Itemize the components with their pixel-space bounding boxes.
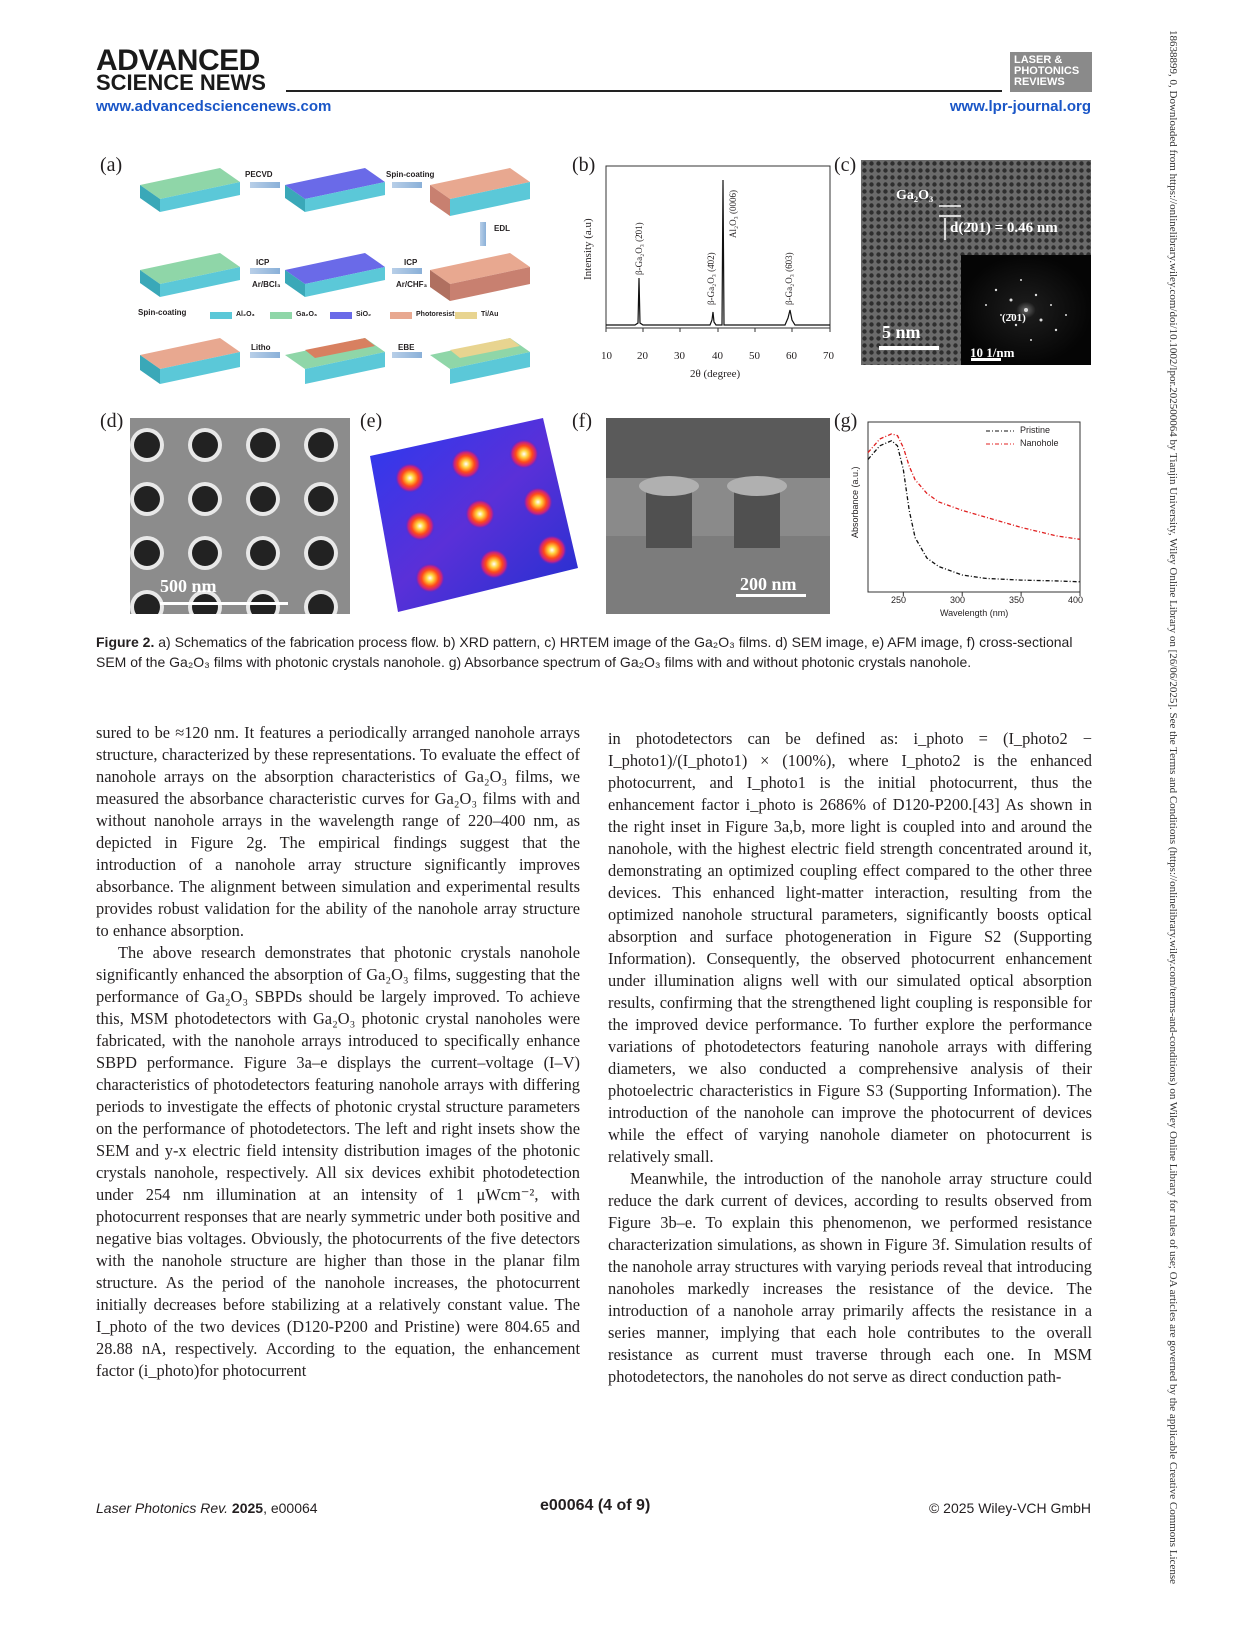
afm-image (368, 418, 588, 614)
xrd-xtick-60: 60 (786, 350, 797, 362)
figure-caption (96, 632, 1094, 672)
step-icp-1: ICP (256, 258, 270, 267)
xrd-peak-603: β-Ga₂O₃ (6̄03) (784, 252, 794, 305)
xrd-xtick-70: 70 (823, 350, 834, 362)
xrd-peak-201: β-Ga₂O₃ (2̄01) (634, 222, 644, 275)
caption-text: a) Schematics of the fabrication process flow. b) XRD pattern, c) HRTEM image of the Ga₂O₃ films. d) SEM image, e) AFM image, f) cross-sectional SEM of the Ga₂O₃ films with photonic crystals nanohole. g) Absorbance spectrum of Ga₂O₃ films with and without photonic crystals nanohole. (96, 634, 1073, 670)
body-left-para-1: sured to be ≈120 nm. It features a periodically arranged nanohole arrays structure, characterized by these representations. To evaluate the effect of nanohole arrays on the absorption characteristics of Ga₂O₃ films, we measured the absorbance characteristic curves for Ga₂O₃ films with and without nanohole arrays in the wavelength range of 220–400 nm, as depicted in Figure 2g. The empirical findings suggest that the introduction of a nanohole array structure significantly improves absorbance. The alignment between simulation and experimental results provides robust validation for the ability of the nanohole array structure to enhance absorption. (96, 723, 580, 940)
abs-xtick-300: 300 (950, 595, 966, 605)
stack-6 (140, 253, 240, 297)
cross-section-scale: 200 nm (740, 574, 797, 594)
step-edl: EDL (494, 224, 510, 233)
xrd-xtick-40: 40 (712, 350, 723, 362)
footer-page: e00064 (4 of 9) (540, 1497, 651, 1514)
panel-label-g: (g) (834, 410, 858, 432)
legend-tiau: Ti/Au (481, 311, 499, 318)
stack-9 (430, 338, 530, 384)
stack-2 (285, 168, 385, 212)
saed-scale: 10 1/nm (970, 345, 1015, 360)
abs-xtick-250: 250 (891, 595, 907, 605)
header-rule (286, 90, 1002, 92)
hrtem-scale: 5 nm (882, 322, 921, 342)
panel-label-b: (b) (572, 154, 596, 176)
xrd-ylabel: Intensity (a.u) (582, 218, 594, 280)
step-ar-bcl3: Ar/BCl₃ (252, 280, 281, 289)
xrd-xtick-30: 30 (674, 350, 685, 362)
panel-label-e: (e) (360, 410, 383, 432)
step-pecvd: PECVD (245, 170, 273, 179)
step-spin-coating-1: Spin-coating (386, 170, 435, 179)
abs-xlabel: Wavelength (nm) (940, 608, 1009, 618)
abs-xtick-400: 400 (1068, 595, 1084, 605)
fabrication-schematic (130, 160, 550, 385)
body-right-para-1: in photodetectors can be defined as: i_photo = (I_photo2 − I_photo1)/(I_photo1) × (100%), where I_photo2 is the enhanced photocurrent, and I_photo1 is the initial photocurrent, thus the enhancement factor i_photo is 2686% of D120-P200.[43] As shown in the right inset in Figure 3a,b, more light is coupled into and around the nanohole, with the highest electric field strength concentrated around it, demonstrating an optimized coupling effect compared to the other three devices. This enhanced light-matter interaction, resulting from the optimized nanohole structural parameters, significantly boosts optical absorption and surface photogeneration in Figure S2 (Supporting Information). Consequently, the observed photocurrent enhancement under illumination aligns well with our simulated optical absorption results, confirming that the strengthened light coupling is responsible for the improved device performance. To further explore the performance variations of photodetectors featuring nanohole arrays with differing diameters, we also conducted a comprehensive analysis of their photoelectric characteristics in Figure S3 (Supporting Information). The introduction of the nanohole can improve the photocurrent of devices while the effect of varying nanohole diameter on photocurrent is relatively small. (608, 729, 1092, 1166)
sidebar-download-notice (1163, 30, 1183, 1600)
panel-label-c: (c) (834, 154, 857, 176)
xrd-xtick-10: 10 (601, 350, 612, 362)
stack-3 (430, 168, 530, 216)
stack-7 (140, 338, 240, 384)
abs-ylabel: Absorbance (a.u.) (850, 466, 860, 538)
stack-4 (430, 253, 530, 301)
body-right-para-2: Meanwhile, the introduction of the nanohole array structure could reduce the dark current of devices, according to results observed from Figure 3b–e. To explain this phenomenon, we performed resistance characterization simulations, as shown in Figure 3f. Simulation results of the nanohole array structures with varying periods reveal that introducing nanoholes markedly increases the resistance of the device. The introduction of a nanohole array primarily affects the resistance in a series manner, implying that each hole contributes to the overall resistance as current must traverse through each one. In MSM photodetectors, the nanoholes do not serve as direct conduction path- (608, 1169, 1092, 1386)
footer-year: 2025 (231, 1500, 264, 1516)
legend-sio2: SiO₂ (356, 311, 372, 318)
step-litho: Litho (251, 343, 271, 352)
step-icp-2: ICP (404, 258, 418, 267)
body-left-column (96, 722, 580, 1382)
hrtem-spacing: d(2̄01) = 0.46 nm (950, 220, 1058, 236)
body-left-para-2: The above research demonstrates that photonic crystals nanohole significantly enhanced the absorption of Ga₂O₃ films, suggesting that the performance of Ga₂O₃ SBPDs should be largely improved. To achieve this, MSM photodetectors with Ga₂O₃ photonic crystal nanoholes were fabricated, with the nanohole arrays introduced to specifically enhance SBPD performance. Figure 3a–e displays the current–voltage (I–V) characteristics of photodetectors featuring nanohole arrays with differing periods to investigate the effects of photonic crystal structure parameters on the performance of photodetectors. The left and right insets show the SEM and y-x electric field intensity distribution images of the photonic crystals nanohole, respectively. All six devices exhibit photodetection under 254 nm illumination at an intensity of 1 μWcm⁻², with photocurrent responses that are nearly symmetric under both positive and negative bias voltages. Obviously, the photocurrents of the five detectors with the nanohole structure are higher than those in the planar film structure. As the period of the nanohole increases, the photocurrent initially decreases before stabilizing at a relatively constant value. The I_photo of the two devices (D120-P200 and Pristine) were 804.65 and 28.88 nA, respectively. According to the equation, the enhancement factor (i_photo)for photocurrent (96, 943, 580, 1380)
body-right-column (608, 728, 1092, 1388)
footer-journal: Laser Photonics Rev. (96, 1500, 229, 1516)
footer-citation (96, 1500, 318, 1516)
panel-label-f: (f) (572, 410, 592, 432)
stack-5 (285, 253, 385, 297)
abs-xtick-350: 350 (1009, 595, 1025, 605)
step-spin-coating-2: Spin-coating (138, 308, 187, 317)
xrd-xlabel: 2θ (degree) (690, 368, 741, 380)
stack-1 (140, 168, 240, 212)
legend-al2o3: Al₂O₃ (236, 311, 255, 318)
caption-label: Figure 2. (96, 634, 155, 650)
xrd-xtick-20: 20 (637, 350, 648, 362)
xrd-peak-al2o3: Al₂O₃ (0006) (728, 189, 738, 238)
hrtem-material: Ga₂O₃ (896, 188, 934, 203)
step-ar-chf3: Ar/CHF₃ (396, 280, 428, 289)
legend-pristine: Pristine (1020, 425, 1051, 435)
journal-link[interactable]: www.lpr-journal.org (949, 98, 1091, 115)
legend-ga2o3: Ga₂O₃ (296, 311, 318, 318)
step-ebe: EBE (398, 343, 415, 352)
publisher-link[interactable]: www.advancedsciencenews.com (96, 98, 332, 115)
footer-copyright: © 2025 Wiley-VCH GmbH (928, 1500, 1091, 1516)
sidebar-text: 18638899, 0, Downloaded from https://onlinelibrary.wiley.com/doi/10.1002/lpor.202500064 by Tianjin University, Wiley Online Library on [26/06/2025]. See the Terms and Conditions (https://onlinelibrary.wiley.com/terms-and-conditions) on Wiley Online Library for rules of use; OA articles are governed by the applicable Creative Commons License (1167, 30, 1179, 1585)
xrd-xtick-50: 50 (749, 350, 760, 362)
brand-line1: ADVANCED (96, 44, 260, 77)
saed-spot-label: (2̄01) (1002, 312, 1026, 324)
stack-8 (285, 338, 385, 384)
sem-scale: 500 nm (160, 576, 217, 596)
legend-photoresist: Photoresist (416, 311, 455, 318)
journal-logo: LASER & PHOTONICS REVIEWS (1010, 52, 1092, 92)
xrd-peak-402: β-Ga₂O₃ (4̄02) (706, 252, 716, 305)
absorbance-chart (846, 418, 1091, 618)
panel-label-d: (d) (100, 410, 124, 432)
brand-line2: SCIENCE NEWS (96, 70, 266, 95)
legend-nanohole: Nanohole (1020, 438, 1059, 448)
footer-article-id: , e00064 (263, 1500, 318, 1516)
panel-label-a: (a) (100, 154, 123, 176)
